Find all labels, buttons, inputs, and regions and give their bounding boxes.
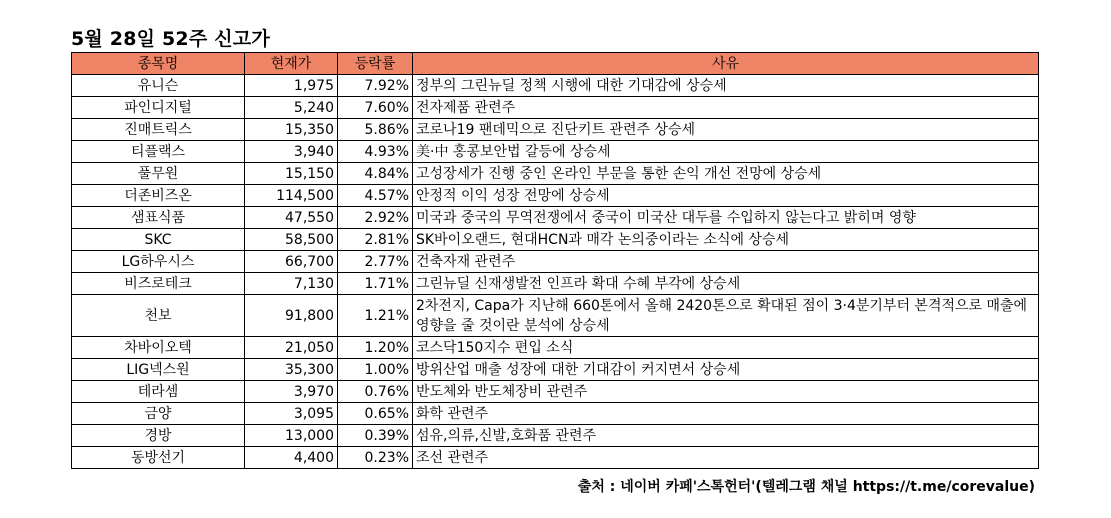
stock-change: 1.20% xyxy=(338,337,413,359)
page-title: 5월 28일 52주 신고가 xyxy=(71,28,270,50)
stock-change: 1.71% xyxy=(338,273,413,295)
stock-change: 2.81% xyxy=(338,229,413,251)
stock-change: 0.76% xyxy=(338,381,413,403)
stock-reason: 건축자재 관련주 xyxy=(413,251,1039,273)
stock-change: 2.92% xyxy=(338,207,413,229)
table-row xyxy=(72,295,1039,337)
stock-price: 114,500 xyxy=(245,185,338,207)
table-row xyxy=(72,403,1039,425)
stock-reason: 고성장세가 진행 중인 온라인 부문을 통한 손익 개선 전망에 상승세 xyxy=(413,163,1039,185)
stock-name: 풀무원 xyxy=(72,163,245,185)
stock-name: 동방선기 xyxy=(72,447,245,469)
stock-name: 경방 xyxy=(72,425,245,447)
stock-change: 4.84% xyxy=(338,163,413,185)
stock-price: 7,130 xyxy=(245,273,338,295)
stock-reason: 그린뉴딜 신재생발전 인프라 확대 수혜 부각에 상승세 xyxy=(413,273,1039,295)
table-row xyxy=(72,141,1039,163)
stock-price: 15,150 xyxy=(245,163,338,185)
stock-name: 샘표식품 xyxy=(72,207,245,229)
stock-reason: 방위산업 매출 성장에 대한 기대감이 커지면서 상승세 xyxy=(413,359,1039,381)
column-header-change: 등락률 xyxy=(338,53,413,75)
stock-reason: 정부의 그린뉴딜 정책 시행에 대한 기대감에 상승세 xyxy=(413,75,1039,97)
stock-change: 4.57% xyxy=(338,185,413,207)
stock-reason: 반도체와 반도체장비 관련주 xyxy=(413,381,1039,403)
column-header-price: 현재가 xyxy=(245,53,338,75)
stock-reason: 전자제품 관련주 xyxy=(413,97,1039,119)
table-row xyxy=(72,273,1039,295)
new-high-table xyxy=(71,52,1039,469)
table-row xyxy=(72,119,1039,141)
table-row xyxy=(72,359,1039,381)
stock-price: 58,500 xyxy=(245,229,338,251)
stock-reason: 조선 관련주 xyxy=(413,447,1039,469)
table-row xyxy=(72,447,1039,469)
stock-name: 유니슨 xyxy=(72,75,245,97)
stock-price: 91,800 xyxy=(245,295,338,337)
table-row xyxy=(72,185,1039,207)
stock-price: 3,095 xyxy=(245,403,338,425)
column-header-reason: 사유 xyxy=(413,53,1039,75)
table-row xyxy=(72,97,1039,119)
stock-price: 1,975 xyxy=(245,75,338,97)
stock-change: 7.60% xyxy=(338,97,413,119)
stock-name: 파인디지털 xyxy=(72,97,245,119)
table-row xyxy=(72,425,1039,447)
stock-change: 5.86% xyxy=(338,119,413,141)
table-header-row xyxy=(72,53,1039,75)
stock-name: 진매트릭스 xyxy=(72,119,245,141)
source-credit: 출처 : 네이버 카페'스톡헌터'(텔레그램 채널 https://t.me/corevalue) xyxy=(577,479,1035,495)
stock-reason: 코스닥150지수 편입 소식 xyxy=(413,337,1039,359)
stock-change: 2.77% xyxy=(338,251,413,273)
stock-price: 66,700 xyxy=(245,251,338,273)
stock-price: 4,400 xyxy=(245,447,338,469)
stock-price: 3,940 xyxy=(245,141,338,163)
table-row xyxy=(72,381,1039,403)
stock-price: 3,970 xyxy=(245,381,338,403)
stock-reason: 2차전지, Capa가 지난해 660톤에서 올해 2420톤으로 확대된 점이 3·4분기부터 본격적으로 매출에 영향을 줄 것이란 분석에 상승세 xyxy=(413,295,1039,337)
stock-price: 35,300 xyxy=(245,359,338,381)
stock-reason: 코로나19 팬데믹으로 진단키트 관련주 상승세 xyxy=(413,119,1039,141)
stock-change: 0.65% xyxy=(338,403,413,425)
stock-name: LIG넥스원 xyxy=(72,359,245,381)
column-header-name: 종목명 xyxy=(72,53,245,75)
stock-change: 0.39% xyxy=(338,425,413,447)
stock-name: LG하우시스 xyxy=(72,251,245,273)
stock-change: 0.23% xyxy=(338,447,413,469)
stock-change: 7.92% xyxy=(338,75,413,97)
stock-reason: 안정적 이익 성장 전망에 상승세 xyxy=(413,185,1039,207)
stock-price: 13,000 xyxy=(245,425,338,447)
table-row xyxy=(72,207,1039,229)
stock-reason: 美·中 홍콩보안법 갈등에 상승세 xyxy=(413,141,1039,163)
stock-change: 1.21% xyxy=(338,295,413,337)
stock-name: SKC xyxy=(72,229,245,251)
stock-name: 더존비즈온 xyxy=(72,185,245,207)
stock-reason: 섬유,의류,신발,호화품 관련주 xyxy=(413,425,1039,447)
stock-name: 티플랙스 xyxy=(72,141,245,163)
stock-name: 차바이오텍 xyxy=(72,337,245,359)
stock-name: 천보 xyxy=(72,295,245,337)
stock-change: 1.00% xyxy=(338,359,413,381)
stock-reason: 화학 관련주 xyxy=(413,403,1039,425)
stock-price: 21,050 xyxy=(245,337,338,359)
stock-reason: 미국과 중국의 무역전쟁에서 중국이 미국산 대두를 수입하지 않는다고 밝히며 영향 xyxy=(413,207,1039,229)
stock-reason: SK바이오랜드, 현대HCN과 매각 논의중이라는 소식에 상승세 xyxy=(413,229,1039,251)
table-row xyxy=(72,251,1039,273)
stock-name: 비즈로테크 xyxy=(72,273,245,295)
stock-price: 15,350 xyxy=(245,119,338,141)
stock-name: 테라셈 xyxy=(72,381,245,403)
stock-name: 금양 xyxy=(72,403,245,425)
stock-price: 47,550 xyxy=(245,207,338,229)
table-row xyxy=(72,229,1039,251)
table-row xyxy=(72,75,1039,97)
stock-price: 5,240 xyxy=(245,97,338,119)
table-row xyxy=(72,163,1039,185)
stock-change: 4.93% xyxy=(338,141,413,163)
table-row xyxy=(72,337,1039,359)
